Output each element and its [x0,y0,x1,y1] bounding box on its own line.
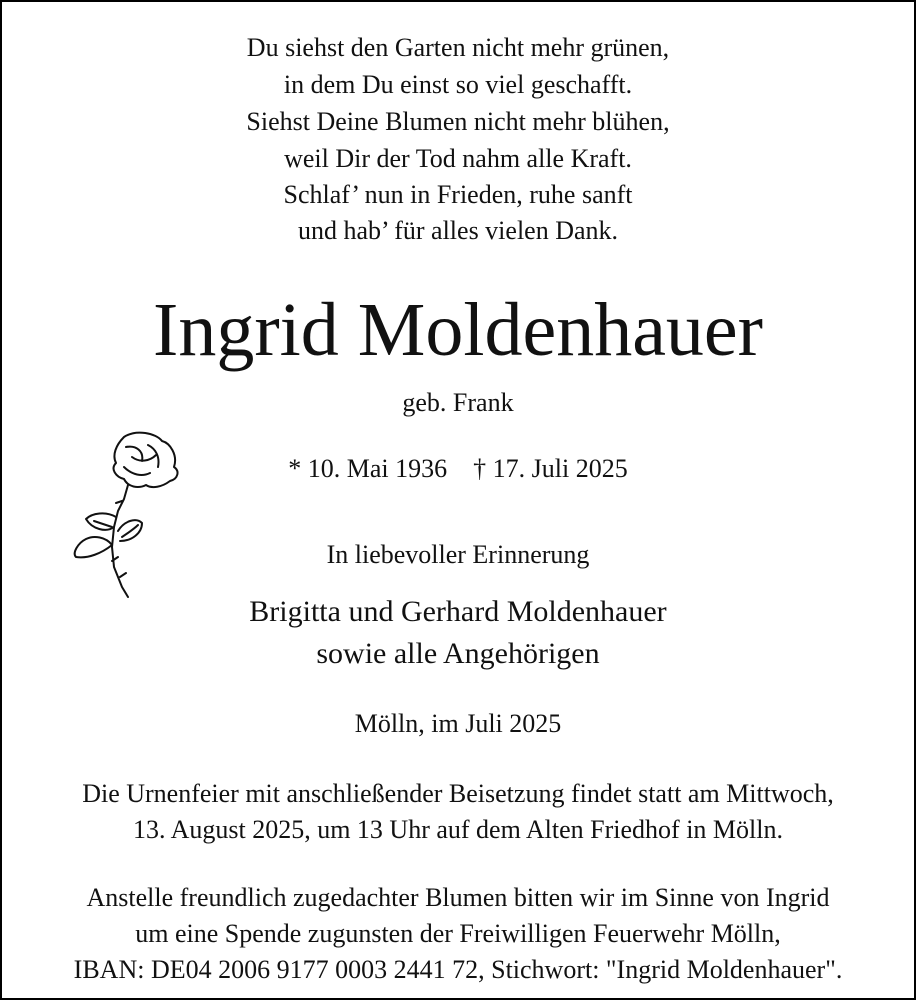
rose-icon [66,427,196,607]
memorial-intro: In liebevoller Erinnerung [326,540,590,569]
maiden-name: geb. Frank [402,388,514,417]
donation-line: um eine Spende zugunsten der Freiwilligen Feuerwehr Mölln, [135,919,781,948]
ceremony-line: Die Urnenfeier mit anschließender Beisetzung findet statt am Mittwoch, [82,779,834,808]
poem-line: Schlaf’ nun in Frieden, ruhe sanft [283,180,633,209]
ceremony-line: 13. August 2025, um 13 Uhr auf dem Alten Friedhof in Mölln. [133,815,783,844]
mourners-line: sowie alle Angehörigen [316,637,600,670]
poem-line: in dem Du einst so viel geschafft. [283,70,633,99]
place-date: Mölln, im Juli 2025 [354,709,562,738]
poem-line: und hab’ für alles vielen Dank. [297,216,619,245]
mourners-line: Brigitta und Gerhard Moldenhauer [249,595,667,628]
donation-line: IBAN: DE04 2006 9177 0003 2441 72, Stichwort: "Ingrid Moldenhauer". [73,955,843,984]
poem-line: Du siehst den Garten nicht mehr grünen, [246,33,670,62]
poem-line: Siehst Deine Blumen nicht mehr blühen, [246,107,670,136]
poem-line: weil Dir der Tod nahm alle Kraft. [284,144,632,173]
birth-date: * 10. Mai 1936 [288,454,448,483]
donation-line: Anstelle freundlich zugedachter Blumen bitten wir im Sinne von Ingrid [86,883,830,912]
death-date: † 17. Juli 2025 [473,454,628,483]
deceased-name: Ingrid Moldenhauer [153,288,763,372]
